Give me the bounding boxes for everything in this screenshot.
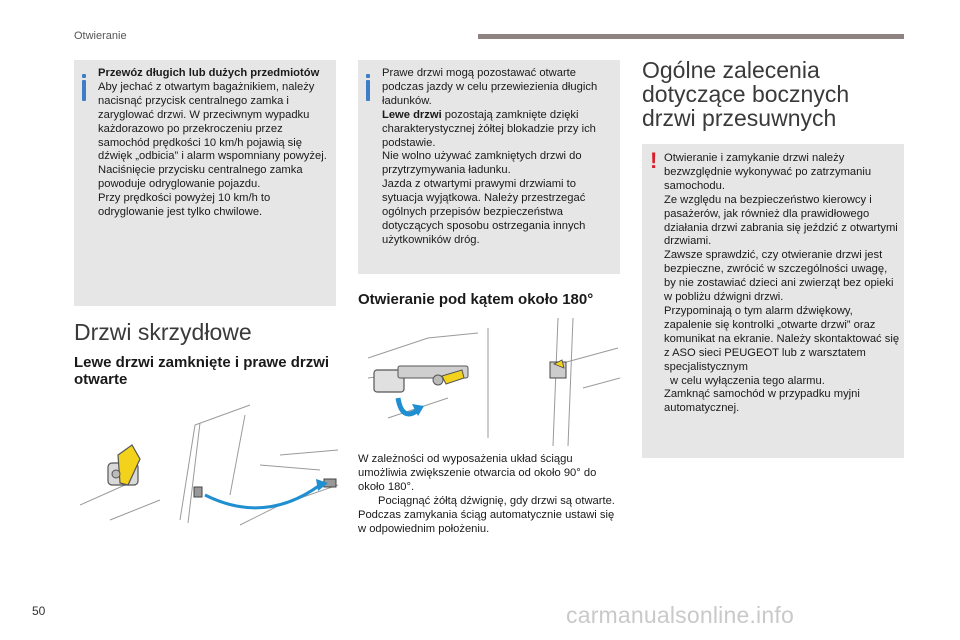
- info-box-long-items-text: [98, 67, 330, 220]
- opening-180-text: [358, 453, 620, 536]
- info-line: Aby jechać z otwartym bagażnikiem, należy nacisnąć przycisk centralnego zamka i zaryglować drzwi. W przeciwnym wypadku każdorazowo po przekroczeniu przez samochód prędkości 10 km/h pojawią się dźwięk „odbicia” i alarm wspomniany powyżej.: [98, 80, 327, 163]
- warning-line: Przypominają o tym alarm dźwiękowy, zapalenie się kontrolki „otwarte drzwi” oraz komunikat na ekranie. Należy skontaktować się z ASO sieci PEUGEOT lub z warsztatem specjalistycznym: [664, 304, 900, 373]
- warning-box-text: [664, 152, 900, 416]
- warning-line: Zamknąć samochód w przypadku myjni automatycznej.: [664, 388, 860, 415]
- warning-line: Otwieranie i zamykanie drzwi należy bezwzględnie wykonywać po zatrzymaniu samochodu.: [664, 152, 872, 192]
- warning-line: Ze względu na bezpieczeństwo kierowcy i pasażerów, jak również dla prawidłowego działania drzwi zabrania się jeździć z otwartymi drzwiami.: [664, 193, 898, 248]
- yellow-lock-lever: [108, 445, 140, 485]
- bullet-item: [358, 495, 620, 509]
- page-number: 50: [32, 604, 46, 618]
- info-line: Przy prędkości powyżej 10 km/h to odryglowanie jest tylko chwilowe.: [98, 192, 271, 219]
- section-title: Otwieranie: [74, 30, 127, 42]
- info-paragraph: Nie wolno używać zamkniętych drzwi do przytrzymywania ładunku.: [382, 150, 582, 177]
- body-paragraph: W zależności od wyposażenia układ ściągu umożliwia zwiększenie otwarcia od około 90° do około 180°.: [358, 453, 597, 493]
- subheading-left-closed-right-open: Lewe drzwi zamknięte i prawe drzwi otwarte: [74, 354, 330, 388]
- info-line: Naciśnięcie przycisku centralnego zamka powoduje odryglowanie pojazdu.: [98, 164, 303, 191]
- heading-general-recommendations: Ogólne zalecenia dotyczące bocznych drzwi przesuwnych: [642, 57, 850, 131]
- info-icon: [82, 80, 86, 101]
- door-check-strap: [374, 366, 468, 392]
- hinge-frame-lines: [368, 318, 620, 446]
- hinge-illustration: [368, 318, 620, 446]
- info-paragraph: pozostają zamknięte dzięki charakterystycznej żółtej blokadzie przy ich podstawie.: [382, 108, 596, 149]
- info-paragraph: Prawe drzwi mogą pozostawać otwarte podczas jazdy w celu przewiezienia długich ładunków.: [382, 67, 598, 107]
- header-bar: [478, 34, 904, 39]
- wing-door-illustration: [80, 395, 338, 535]
- opening-arrow: [205, 485, 320, 508]
- heading-wing-doors: Drzwi skrzydłowe: [74, 319, 252, 345]
- subheading-opening-180: Otwieranie pod kątem około 180°: [358, 291, 594, 308]
- info-box-title: Przewóz długich lub dużych przedmiotów: [98, 67, 320, 79]
- right-hinge-part: [550, 360, 566, 378]
- watermark-text: carmanualsonline.info: [566, 602, 794, 628]
- info-icon: [366, 80, 370, 101]
- warning-icon: !: [650, 148, 658, 173]
- warning-line: Zawsze sprawdzić, czy otwieranie drzwi jest bezpieczne, zwrócić w szczególności uwagę, by nie zostawiać dzieci ani zwierząt bez opieki w pobliżu dźwigni drzwi.: [664, 249, 894, 304]
- bullet-text: Pociągnąć żółtą dźwignię, gdy drzwi są otwarte.: [378, 494, 615, 507]
- body-paragraph: Podczas zamykania ściąg automatycznie ustawi się w odpowiednim położeniu.: [358, 508, 615, 535]
- left-door-label: Lewe drzwi: [382, 108, 442, 121]
- info-paragraph: Jazda z otwartymi prawymi drzwiami to sytuacja wyjątkowa. Należy przestrzegać ogólnych przepisów bezpieczeństwa dotyczących sposobu ostrzegania innych użytkowników dróg.: [382, 178, 586, 246]
- info-box-right-door-text: [382, 67, 614, 248]
- warning-line: w celu wyłączenia tego alarmu.: [670, 374, 825, 387]
